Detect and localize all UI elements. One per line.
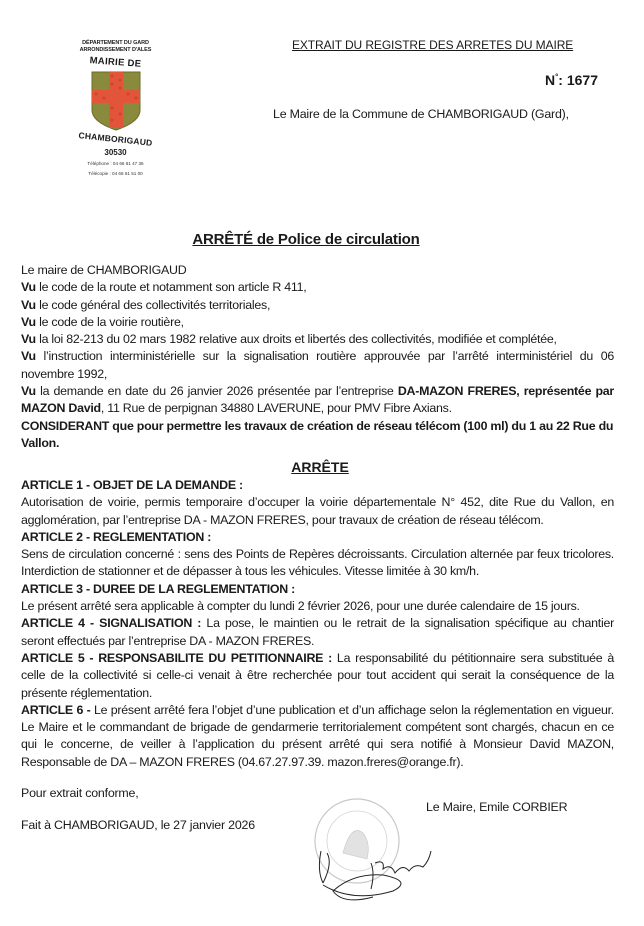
mayor-of-commune: Le Maire de la Commune de CHAMBORIGAUD (Gard), [273, 107, 569, 121]
arrete-heading: ARRÊTE [291, 459, 349, 475]
vu-item: Vu l’instruction interministérielle sur la signalisation routière approuvée par l’arrêté interministériel du 06 novembre 1992, [21, 349, 614, 381]
telephone: Téléphone : 04 66 61 47 36 [87, 161, 144, 166]
vu-demande: Vu la demande en date du 26 janvier 2026 présentée par l’entreprise DA-MAZON FRERES, représentée par MAZON David, 11 Rue de perpignan 34880 LAVERUNE, pour PMV Fibre Axians. [21, 384, 614, 416]
register-title: EXTRAIT DU REGISTRE DES ARRETES DU MAIRE [292, 38, 574, 52]
vu-item: Vu le code général des collectivités territoriales, [21, 297, 271, 312]
coat-of-arms-icon [90, 70, 142, 132]
department-line: DÉPARTEMENT DU GARD [82, 40, 149, 46]
decree-number: N°: 1677 [544, 72, 598, 88]
article-1-text: Autorisation de voirie, permis temporaire d’occuper la voirie départementale N° 452, dite Rue du Vallon, en agglomération, par l’entreprise DA - MAZON FRERES, pour travaux de création de réseau télécom. [21, 495, 614, 527]
preamble [21, 262, 614, 452]
considerant: CONSIDERANT que pour permettre les travaux de création de réseau télécom (100 ml) du 1 au 22 Rue du Vallon. [21, 418, 614, 450]
vu-item: Vu la loi 82-213 du 02 mars 1982 relative aux droits et libertés des collectivités, modifiée et complétée, [21, 332, 557, 347]
vu-item: Vu le code de la voirie routière, [21, 314, 184, 329]
arrondissement-line: ARRONDISSEMENT D'ALES [79, 46, 152, 53]
city-label: CHAMBORIGAUD [78, 130, 153, 148]
preamble-intro: Le maire de CHAMBORIGAUD [21, 263, 187, 277]
article-2-text: Sens de circulation concerné : sens des Points de Repères décroissants. Circulation alternée par feux tricolores. Interdiction de stationner et de dépasser à tous les véhicules. Vitesse limitée à 30 km/h. [21, 547, 614, 579]
page-title: ARRÊTÉ de Police de circulation [192, 231, 420, 248]
number-label: N [544, 72, 556, 88]
article-1-heading: ARTICLE 1 - OBJET DE LA DEMANDE : [21, 478, 243, 492]
article-6: ARTICLE 6 - Le présent arrêté fera l’objet d’une publication et d’un affichage selon la réglementation en vigueur. Le Maire et le commandant de brigade de gendarmerie territorialement compétent sont chargés, chacun en ce qui le concerne, de veiller à l’application du présent arrêté qui sera notifié à Monsieur David MAZON, Responsable de DA – MAZON FRERES (04.67.27.97.39. mazon.freres@orange.fr). [21, 702, 615, 769]
signatory: Le Maire, Emile CORBIER [426, 800, 568, 814]
article-5: ARTICLE 5 - RESPONSABILITE DU PETITIONNAIRE : La responsabilité du pétitionnaire sera substituée à celle de la collectivité si celle-ci venait à être recherchée pour tout accident qui serait la conséquence de la présente réglementation. [21, 650, 614, 700]
mairie-de-label: MAIRIE DE [89, 55, 142, 70]
article-2-heading: ARTICLE 2 - REGLEMENTATION : [21, 529, 212, 544]
article-3-heading: ARTICLE 3 - DUREE DE LA REGLEMENTATION : [21, 581, 296, 596]
postcode: 30530 [104, 148, 127, 157]
pour-extrait: Pour extrait conforme, [21, 786, 139, 800]
vu-item: Vu le code de la route et notamment son article R 411, [21, 280, 307, 295]
article-3-text: Le présent arrêté sera applicable à compter du lundi 2 février 2026, pour une durée calendaire de 15 jours. [21, 599, 580, 614]
article-4: ARTICLE 4 - SIGNALISATION : La pose, le maintien ou le retrait de la signalisation spécifique au chantier seront effectués par l’entreprise DA - MAZON FRERES. [21, 616, 614, 648]
official-stamp-icon [313, 793, 493, 913]
number-value: : 1677 [558, 72, 598, 88]
mairie-logo [58, 40, 173, 177]
fait-a: Fait à CHAMBORIGAUD, le 27 janvier 2026 [21, 818, 255, 832]
articles [21, 477, 614, 771]
telecopie: Télécopie : 04 66 61 51 00 [88, 171, 143, 176]
